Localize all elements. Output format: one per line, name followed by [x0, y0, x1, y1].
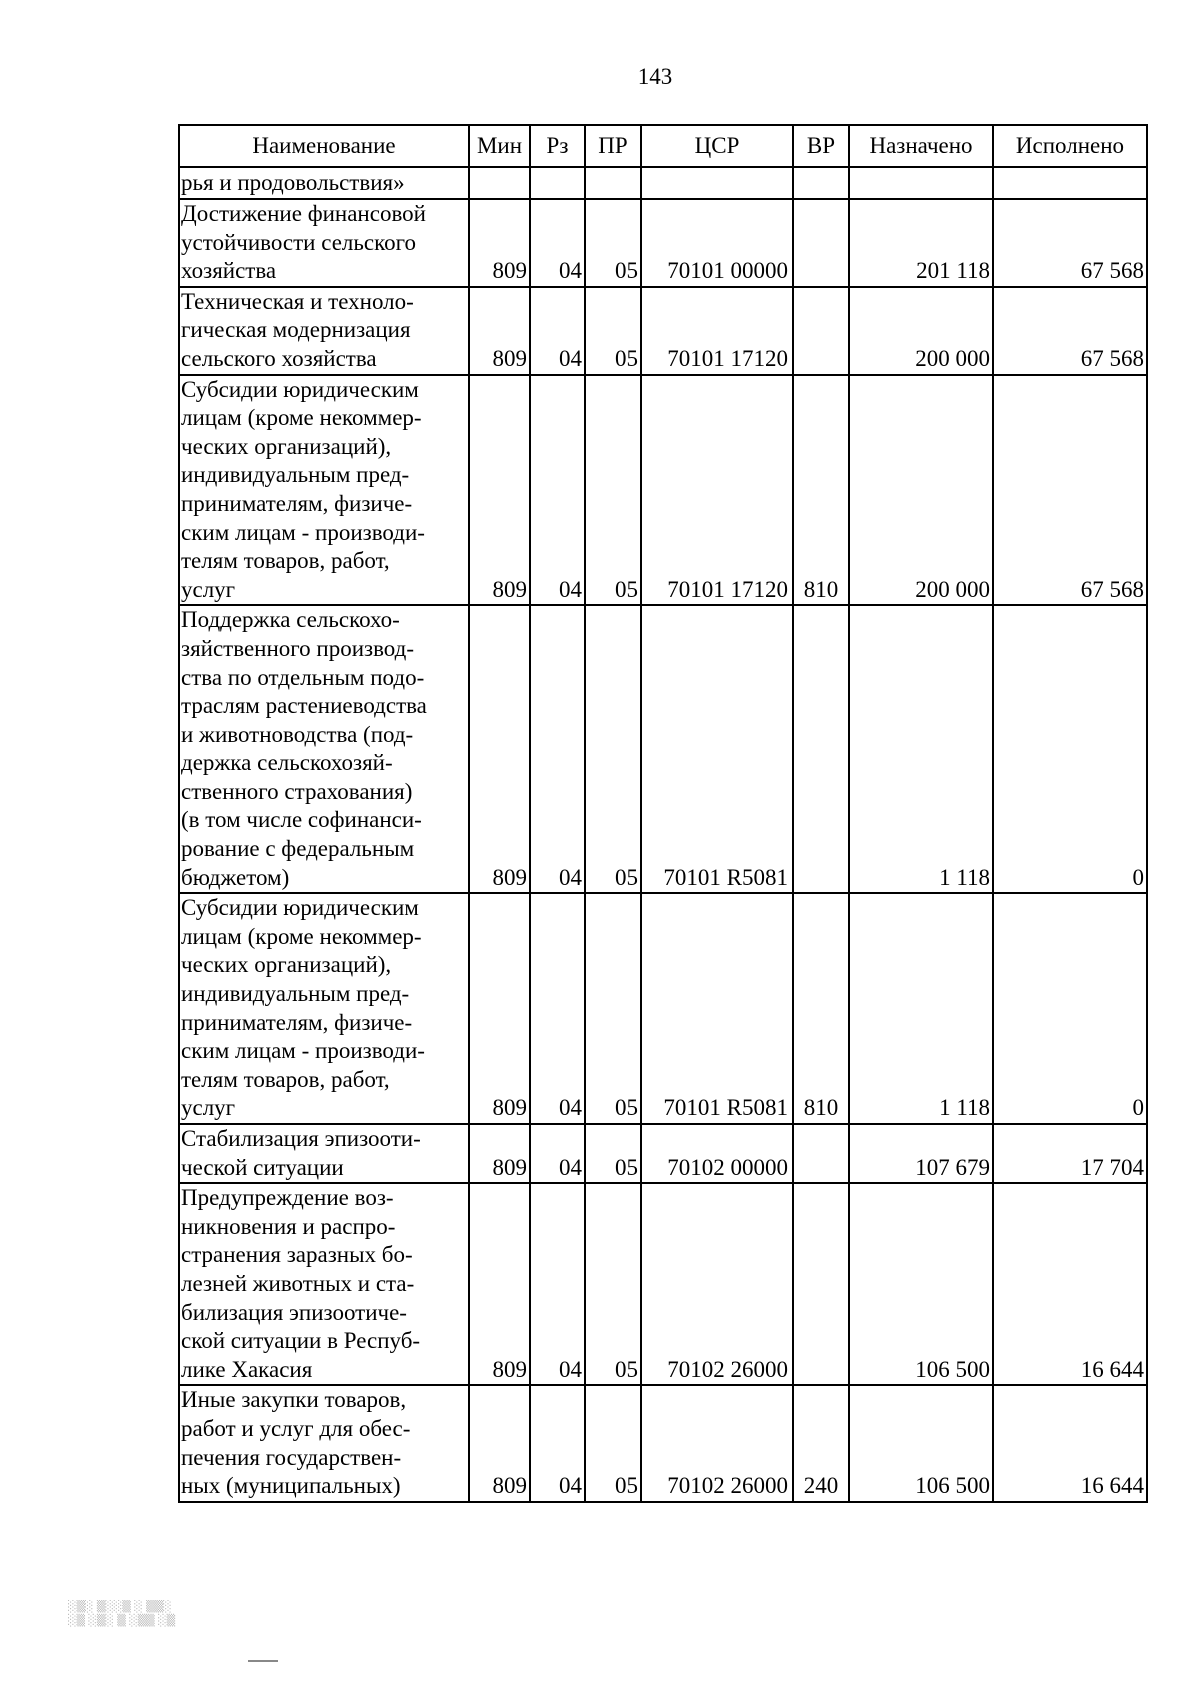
- row-min: 809: [469, 287, 530, 375]
- row-rz: 04: [530, 375, 585, 606]
- row-rz: 04: [530, 893, 585, 1124]
- row-rz: 04: [530, 287, 585, 375]
- row-rz: 04: [530, 199, 585, 287]
- row-executed: 0: [993, 605, 1147, 893]
- row-vr: [793, 1124, 849, 1183]
- row-min: [469, 167, 530, 199]
- row-rz: 04: [530, 1124, 585, 1183]
- header-executed: Исполнено: [993, 125, 1147, 167]
- row-pr: 05: [585, 375, 641, 606]
- row-assigned: 107 679: [849, 1124, 993, 1183]
- row-csr: 70101 R5081: [641, 605, 793, 893]
- row-pr: 05: [585, 287, 641, 375]
- row-vr: 810: [793, 375, 849, 606]
- row-csr: 70102 26000: [641, 1385, 793, 1501]
- row-executed: 67 568: [993, 375, 1147, 606]
- row-name: Иные закупки товаров, работ и услуг для обес- печения государствен- ных (муниципальных): [179, 1385, 469, 1501]
- stamp-smudge: ░▒░ ▒░░▒ ░ ▒▒░ ░▒ ░▒░ ▒ ░▒▒ ░▒: [68, 1600, 176, 1627]
- row-min: 809: [469, 375, 530, 606]
- row-name: Субсидии юридическим лицам (кроме некоммер- ческих организаций), индивидуальным пред- принимателям, физиче- ским лицам - производи- телям товаров, работ, услуг: [179, 375, 469, 606]
- header-csr: ЦСР: [641, 125, 793, 167]
- scan-mark: [248, 1660, 278, 1662]
- row-vr: [793, 287, 849, 375]
- row-pr: 05: [585, 1385, 641, 1501]
- table-row: [179, 1385, 1147, 1501]
- row-min: 809: [469, 1124, 530, 1183]
- row-executed: 67 568: [993, 287, 1147, 375]
- row-executed: 16 644: [993, 1183, 1147, 1385]
- row-vr: [793, 1183, 849, 1385]
- row-assigned: 1 118: [849, 605, 993, 893]
- row-rz: 04: [530, 1183, 585, 1385]
- row-csr: 70101 17120: [641, 375, 793, 606]
- page-number: 143: [637, 64, 673, 89]
- table-row: [179, 375, 1147, 606]
- table-row: [179, 605, 1147, 893]
- row-vr: [793, 199, 849, 287]
- row-pr: 05: [585, 199, 641, 287]
- row-executed: 17 704: [993, 1124, 1147, 1183]
- row-min: 809: [469, 1183, 530, 1385]
- row-pr: 05: [585, 1124, 641, 1183]
- table-row: [179, 893, 1147, 1124]
- row-name: Субсидии юридическим лицам (кроме некоммер- ческих организаций), индивидуальным пред- принимателям, физиче- ским лицам - производи- телям товаров, работ, услуг: [179, 893, 469, 1124]
- table-row: [179, 167, 1147, 199]
- row-csr: 70101 00000: [641, 199, 793, 287]
- row-name: рья и продовольствия»: [179, 167, 469, 199]
- header-min: Мин: [469, 125, 530, 167]
- budget-table: [178, 124, 1148, 1503]
- row-assigned: 106 500: [849, 1183, 993, 1385]
- row-name: Достижение финансовой устойчивости сельского хозяйства: [179, 199, 469, 287]
- row-rz: [530, 167, 585, 199]
- row-name: Техническая и техноло- гическая модернизация сельского хозяйства: [179, 287, 469, 375]
- row-csr: 70102 00000: [641, 1124, 793, 1183]
- row-min: 809: [469, 893, 530, 1124]
- row-pr: 05: [585, 605, 641, 893]
- row-vr: [793, 167, 849, 199]
- header-row: [179, 125, 1147, 167]
- header-vr: ВР: [793, 125, 849, 167]
- header-name: Наименование: [179, 125, 469, 167]
- row-csr: [641, 167, 793, 199]
- row-executed: 0: [993, 893, 1147, 1124]
- row-executed: 67 568: [993, 199, 1147, 287]
- row-min: 809: [469, 1385, 530, 1501]
- row-assigned: 1 118: [849, 893, 993, 1124]
- table-row: [179, 199, 1147, 287]
- row-min: 809: [469, 605, 530, 893]
- row-csr: 70101 R5081: [641, 893, 793, 1124]
- row-assigned: 106 500: [849, 1385, 993, 1501]
- header-pr: ПР: [585, 125, 641, 167]
- row-name: Стабилизация эпизооти- ческой ситуации: [179, 1124, 469, 1183]
- row-assigned: 200 000: [849, 375, 993, 606]
- row-csr: 70101 17120: [641, 287, 793, 375]
- row-assigned: 200 000: [849, 287, 993, 375]
- row-pr: 05: [585, 893, 641, 1124]
- header-rz: Рз: [530, 125, 585, 167]
- row-rz: 04: [530, 1385, 585, 1501]
- header-assigned: Назначено: [849, 125, 993, 167]
- row-assigned: 201 118: [849, 199, 993, 287]
- row-vr: 810: [793, 893, 849, 1124]
- table-row: [179, 1183, 1147, 1385]
- row-pr: [585, 167, 641, 199]
- row-pr: 05: [585, 1183, 641, 1385]
- row-executed: [993, 167, 1147, 199]
- row-vr: [793, 605, 849, 893]
- row-rz: 04: [530, 605, 585, 893]
- row-executed: 16 644: [993, 1385, 1147, 1501]
- table-row: [179, 1124, 1147, 1183]
- table-row: [179, 287, 1147, 375]
- row-name: Поддержка сельскохо- зяйственного производ- ства по отдельным подо- траслям растениеводства и животноводства (под- держка сельскохозяй- ственного страхования) (в том числе софинанси- рование с федеральным бюджетом): [179, 605, 469, 893]
- row-name: Предупреждение воз- никновения и распро- странения заразных бо- лезней животных и ста- билизация эпизоотиче- ской ситуации в Респуб- лике Хакасия: [179, 1183, 469, 1385]
- row-vr: 240: [793, 1385, 849, 1501]
- row-min: 809: [469, 199, 530, 287]
- row-assigned: [849, 167, 993, 199]
- row-csr: 70102 26000: [641, 1183, 793, 1385]
